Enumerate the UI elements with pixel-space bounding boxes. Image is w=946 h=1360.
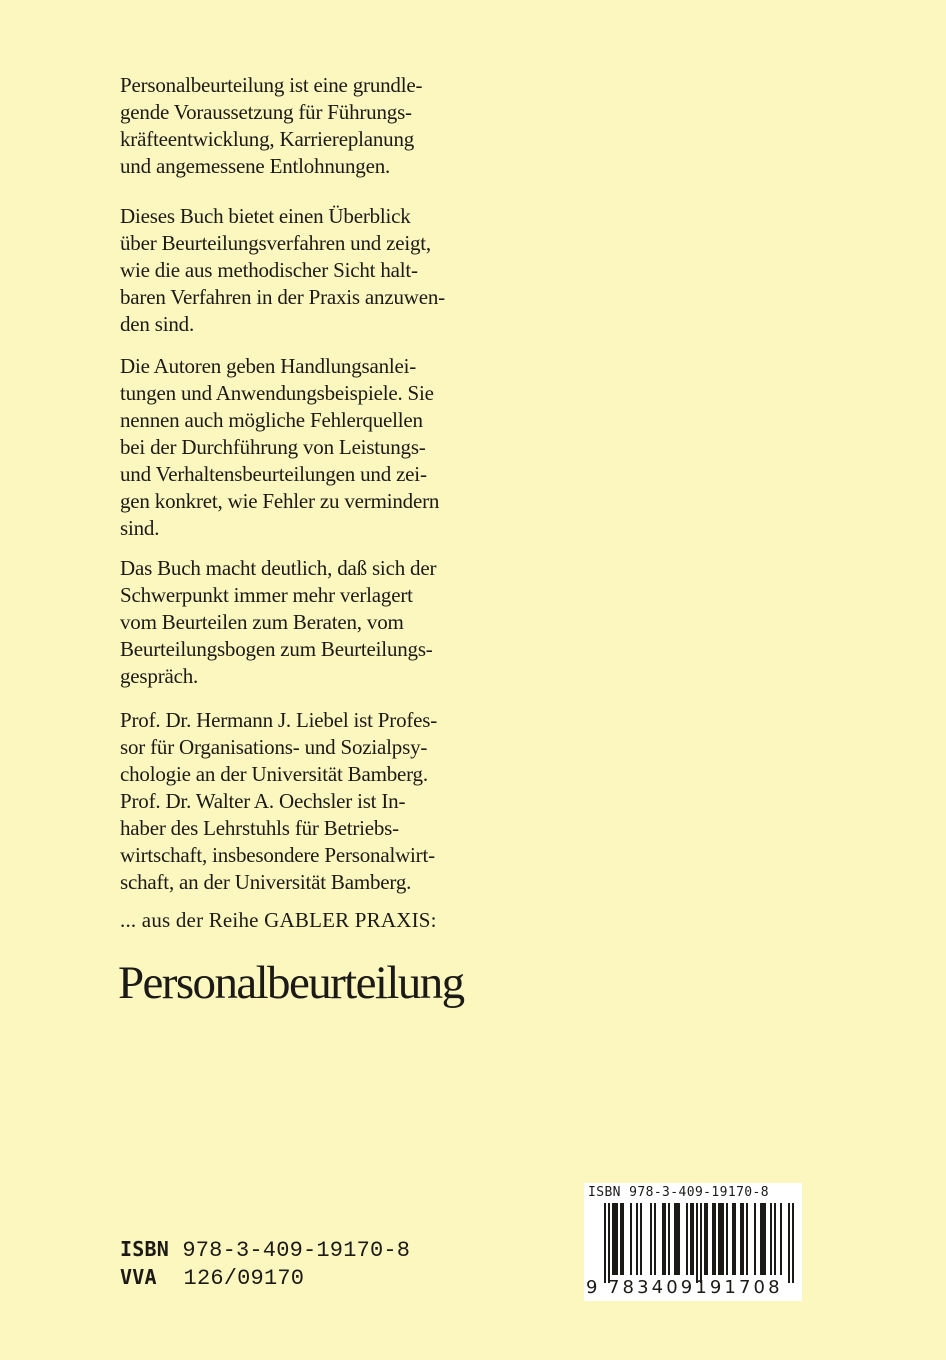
text-line: und Verhaltensbeurteilungen und zei-: [120, 462, 427, 486]
barcode-bar: [706, 1203, 708, 1275]
barcode-bar: [714, 1203, 716, 1275]
barcode-bar: [780, 1203, 782, 1275]
barcode-bar: [718, 1203, 720, 1275]
barcode-bar: [622, 1203, 624, 1275]
text-line: wie die aus methodischer Sicht halt-: [120, 258, 418, 282]
vva-label: VVA: [120, 1265, 157, 1289]
vva-row: [120, 1264, 410, 1292]
barcode-bar: [720, 1203, 722, 1275]
barcode-bar: [792, 1203, 794, 1283]
barcode-bar: [686, 1203, 688, 1275]
barcode-bar: [704, 1203, 706, 1275]
text-line: sind.: [120, 516, 160, 540]
barcode-bar: [770, 1203, 772, 1275]
paragraph-authors-guidance: [120, 353, 472, 542]
barcode-bar: [740, 1203, 742, 1275]
barcode-bar: [604, 1203, 606, 1283]
text-line: Personalbeurteilung ist eine grundle-: [120, 73, 423, 97]
series-line: ... aus der Reihe GABLER PRAXIS:: [120, 908, 437, 932]
barcode-bar: [788, 1203, 790, 1283]
barcode-bar: [690, 1203, 692, 1275]
barcode-bar: [612, 1203, 614, 1275]
text-line: gen konkret, wie Fehler zu vermindern: [120, 489, 440, 513]
barcode-first-digit: 9: [586, 1277, 599, 1298]
barcode-bar: [650, 1203, 652, 1275]
barcode-bar: [760, 1203, 762, 1275]
barcode-bar: [734, 1203, 736, 1275]
text-line: den sind.: [120, 312, 195, 336]
paragraph-overview: [120, 203, 472, 338]
barcode-area: [584, 1183, 802, 1301]
text-line: wirtschaft, insbesondere Personalwirt-: [120, 843, 435, 867]
text-line: nennen auch mögliche Fehlerquellen: [120, 408, 423, 432]
barcode-bar: [722, 1203, 724, 1275]
barcode-bar: [662, 1203, 664, 1275]
text-line: baren Verfahren in der Praxis anzuwen-: [120, 285, 445, 309]
vva-number: 126/09170: [183, 1266, 305, 1291]
barcode-bar: [742, 1203, 744, 1275]
text-line: Die Autoren geben Handlungsanlei-: [120, 354, 417, 378]
barcode-number: 783409191708: [608, 1277, 783, 1298]
text-line: Dieses Buch bietet einen Überblick: [120, 204, 411, 228]
text-line: Das Buch macht deutlich, daß sich der: [120, 556, 437, 580]
text-line: über Beurteilungsverfahren und zeigt,: [120, 231, 431, 255]
barcode-bar: [616, 1203, 618, 1275]
text-line: haber des Lehrstuhls für Betriebs-: [120, 816, 399, 840]
barcode-bar: [640, 1203, 642, 1275]
paragraph-focus-shift: [120, 555, 472, 690]
barcode-bar: [712, 1203, 714, 1275]
barcode-icon: [584, 1203, 802, 1283]
barcode-bar: [774, 1203, 776, 1275]
barcode-bar: [636, 1203, 638, 1275]
barcode-bar: [620, 1203, 622, 1275]
barcode-bar: [678, 1203, 680, 1275]
text-line: Prof. Dr. Hermann J. Liebel ist Profes-: [120, 708, 438, 732]
barcode-bar: [692, 1203, 694, 1275]
text-line: sor für Organisations- und Sozialpsy-: [120, 735, 428, 759]
text-line: Schwerpunkt immer mehr verlagert: [120, 583, 413, 607]
text-line: und angemessene Entlohnungen.: [120, 154, 391, 178]
text-line: gespräch.: [120, 664, 199, 688]
barcode-bar: [674, 1203, 676, 1275]
barcode-bar: [764, 1203, 766, 1275]
barcode-bar: [726, 1203, 728, 1275]
barcode-bar: [630, 1203, 632, 1275]
barcode-bar: [668, 1203, 670, 1275]
text-line: gende Voraussetzung für Führungs-: [120, 100, 412, 124]
barcode-isbn-text: ISBN 978-3-409-19170-8: [588, 1185, 769, 1200]
barcode-bar: [608, 1203, 610, 1283]
text-line: Beurteilungsbogen zum Beurteilungs-: [120, 637, 433, 661]
barcode-bar: [614, 1203, 616, 1275]
barcode-bar: [754, 1203, 756, 1275]
isbn-row: [120, 1236, 410, 1264]
paragraph-author-bios: [120, 707, 472, 896]
text-line: tungen und Anwendungsbeispiele. Sie: [120, 381, 434, 405]
text-line: Prof. Dr. Walter A. Oechsler ist In-: [120, 789, 406, 813]
barcode-bar: [664, 1203, 666, 1275]
isbn-block: [120, 1236, 410, 1292]
barcode-bar: [696, 1203, 698, 1283]
barcode-bar: [676, 1203, 678, 1275]
barcode-bar: [762, 1203, 764, 1275]
barcode-bar: [746, 1203, 748, 1275]
text-line: bei der Durchführung von Leistungs-: [120, 435, 426, 459]
text-line: vom Beurteilen zum Beraten, vom: [120, 610, 404, 634]
isbn-number: 978-3-409-19170-8: [182, 1238, 411, 1263]
barcode-bar: [732, 1203, 734, 1275]
barcode-bar: [654, 1203, 656, 1275]
isbn-label: ISBN: [120, 1237, 169, 1261]
text-line: schaft, an der Universität Bamberg.: [120, 870, 412, 894]
paragraph-intro: [120, 72, 472, 180]
barcode-bar: [700, 1203, 702, 1283]
book-title: Personalbeurteilung: [118, 957, 464, 1009]
text-line: kräfteentwicklung, Karriereplanung: [120, 127, 415, 151]
text-line: chologie an der Universität Bamberg.: [120, 762, 428, 786]
